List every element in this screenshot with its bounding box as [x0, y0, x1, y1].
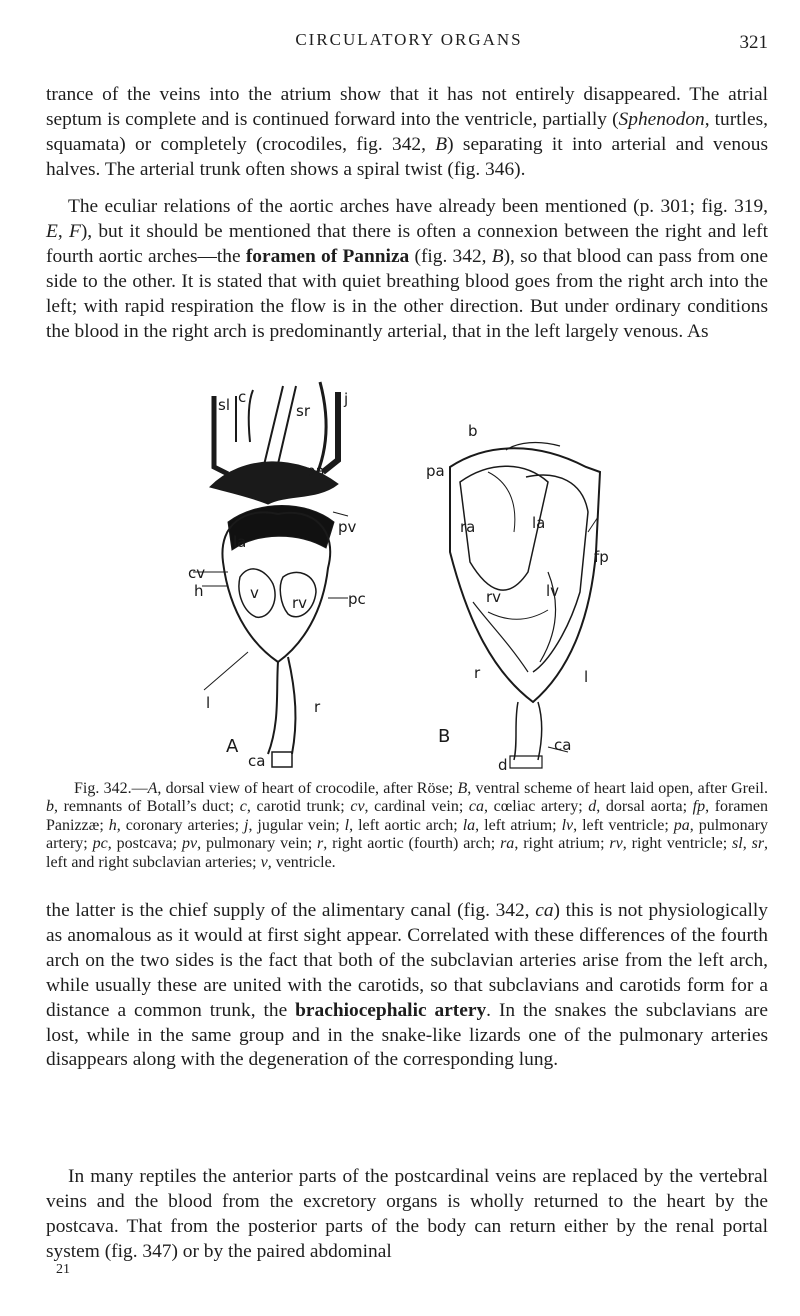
- text-span: la: [462, 816, 476, 834]
- label-c: c: [238, 388, 247, 406]
- label-r-a: r: [314, 698, 321, 716]
- text-span: fp: [692, 798, 706, 816]
- text-span: , postcava;: [107, 835, 182, 853]
- text-span: , left ventricle;: [573, 816, 674, 834]
- label-rv-b: rv: [486, 588, 502, 606]
- text-span: j: [244, 816, 249, 834]
- paragraph-1: [46, 83, 768, 183]
- text-span: b: [46, 798, 54, 816]
- text-span: ca: [535, 900, 554, 921]
- text-span: B: [491, 245, 504, 267]
- text-span: ,: [742, 835, 752, 853]
- text-span: B: [457, 780, 468, 797]
- text-span: ) separating it into arterial and venous halves. The arterial trunk often shows a spiral twist (fig. 346).: [46, 133, 768, 180]
- label-la-b: la: [532, 514, 546, 532]
- text-span: pv: [181, 835, 198, 853]
- panel-b-drawing: [450, 443, 600, 768]
- text-span: , coronary arteries;: [116, 816, 245, 834]
- text-span: , cœliac artery;: [483, 798, 589, 816]
- text-span: , pulmonary vein;: [197, 835, 318, 853]
- text-span: rv: [609, 835, 623, 853]
- label-cv: cv: [188, 564, 206, 582]
- text-span: , right atrium;: [514, 835, 610, 853]
- paragraph-3: [46, 899, 768, 1073]
- text-span: , left aortic arch;: [349, 816, 463, 834]
- text-span: , carotid trunk;: [246, 798, 351, 816]
- label-j: j: [344, 390, 349, 408]
- text-span: ) this is not physiologically as anomalous as it would at first sight appear. Correlated with these differences of the fourth arch on the two sides is the fact that both of the subclavian arteries arise from the left arch, while usually these are united with the carotids, so that subclavians and carotids form for a distance a common trunk, the: [46, 900, 769, 1021]
- bold-term: brachiocephalic artery: [295, 999, 487, 1021]
- text-span: d: [588, 798, 597, 816]
- signature-mark: 21: [56, 1262, 70, 1277]
- text-span: , cardinal vein;: [364, 798, 469, 816]
- panel-b-label: B: [438, 726, 451, 747]
- text-span: pc: [92, 835, 108, 853]
- text-span: , remnants of Botall’s duct;: [54, 798, 240, 816]
- heart-diagram: [188, 372, 618, 772]
- figure-342: [188, 372, 618, 772]
- text-span: , left atrium;: [475, 816, 562, 834]
- text-span: A: [147, 780, 158, 797]
- label-r-b: r: [474, 664, 481, 682]
- text-span: —: [131, 780, 148, 797]
- text-span: cv: [350, 798, 365, 816]
- text-span: lv: [561, 816, 574, 834]
- text-span: , right ventricle;: [622, 835, 733, 853]
- text-span: l: [344, 816, 350, 834]
- text-span: pa: [673, 816, 690, 834]
- text-span: ), so that blood can pass from one side to the other. It is stated that with quiet breathing blood goes from the right arch into the left; with rapid respiration the flow is in the other direction. But under ordinary conditions the blood in the right arch is predominantly arterial, that in the left largely venous. As: [46, 245, 769, 342]
- label-v: v: [250, 584, 259, 602]
- text-span: sr: [751, 835, 765, 853]
- text-span: ca: [468, 798, 484, 816]
- label-pa-b: pa: [426, 462, 445, 480]
- page-header: [50, 30, 768, 60]
- text-span: , pulmonary artery;: [46, 816, 769, 853]
- label-lv: lv: [546, 582, 560, 600]
- text-span: trance of the veins into the atrium show that it has not entirely disappeared. The atrial septum is complete and is continued forward into the ventricle, partially (: [46, 84, 768, 130]
- text-span: , ventral scheme of heart laid open, after Greil.: [467, 780, 769, 797]
- text-span: , jugular vein;: [248, 816, 345, 834]
- label-ra: ra: [460, 518, 476, 536]
- text-span: , dorsal view of heart of crocodile, after Röse;: [157, 780, 458, 797]
- label-h: h: [194, 582, 204, 600]
- text-span: the latter is the chief supply of the alimentary canal (fig. 342,: [46, 900, 536, 921]
- label-sr: sr: [296, 402, 310, 420]
- panel-a-label: A: [226, 736, 239, 757]
- label-pc: pc: [348, 590, 366, 608]
- label-ca-b: ca: [554, 736, 572, 754]
- text-span: v: [260, 853, 268, 871]
- label-ca-a: ca: [248, 752, 266, 770]
- text-span: , foramen Panizzæ;: [46, 798, 769, 834]
- text-span: The eculiar relations of the aortic arches have already been mentioned (p. 301; fig. 319,: [68, 196, 768, 217]
- label-fp: fp: [594, 548, 609, 566]
- text-span: ,: [57, 220, 69, 242]
- page-number: 321: [739, 32, 768, 53]
- label-pv: pv: [338, 518, 357, 536]
- text-span: , left and right subclavian arteries;: [46, 835, 769, 871]
- caption-fig-label: Fig. 342.: [74, 780, 132, 797]
- text-span: Sphenodon: [618, 108, 705, 130]
- bold-term: foramen of Panniza: [245, 245, 410, 267]
- text-span: , right aortic (fourth) arch;: [323, 835, 501, 853]
- text-span: B: [435, 133, 448, 155]
- label-l-b: l: [584, 668, 589, 686]
- text-span: (fig. 342,: [409, 245, 492, 267]
- text-span: ), but it should be mentioned that there is often a connexion between the right and left fourth aortic arches—the: [46, 220, 768, 267]
- text-span: c: [239, 798, 247, 816]
- label-b: b: [468, 422, 478, 440]
- label-la-a: la: [233, 533, 247, 551]
- label-sl: sl: [218, 396, 230, 414]
- paragraph-2: [46, 195, 768, 344]
- text-span: , turtles, squamata) or completely (crocodiles, fig. 342,: [46, 108, 768, 155]
- panel-a-drawing: [193, 382, 348, 767]
- label-pa-a: pa: [306, 462, 325, 480]
- figure-caption: [46, 780, 768, 872]
- text-span: E: [46, 220, 58, 242]
- text-span: , ventricle.: [267, 853, 336, 871]
- text-span: F: [68, 220, 81, 242]
- text-span: . In the snakes the subclavians are lost, while in the same group and in the snake-like lizards one of the pulmonary arteries disappears along with the degeneration of the corresponding lung.: [46, 999, 768, 1071]
- text-span: h: [108, 816, 117, 834]
- label-d: d: [498, 756, 508, 772]
- text-span: ra: [500, 835, 515, 853]
- running-head: CIRCULATORY ORGANS: [295, 30, 523, 49]
- label-l-a: l: [206, 694, 211, 712]
- label-rv-a: rv: [292, 594, 308, 612]
- text-span: , dorsal aorta;: [596, 798, 693, 816]
- paragraph-4: In many reptiles the anterior parts of the postcardinal veins are replaced by the vertebral veins and the blood from the excretory organs is wholly returned to the heart by the postcava. That from the posterior parts of the body can return either by the renal portal system (fig. 347) or by the paired abdominal: [46, 1166, 768, 1262]
- text-span: r: [317, 835, 324, 853]
- text-span: sl: [732, 835, 743, 853]
